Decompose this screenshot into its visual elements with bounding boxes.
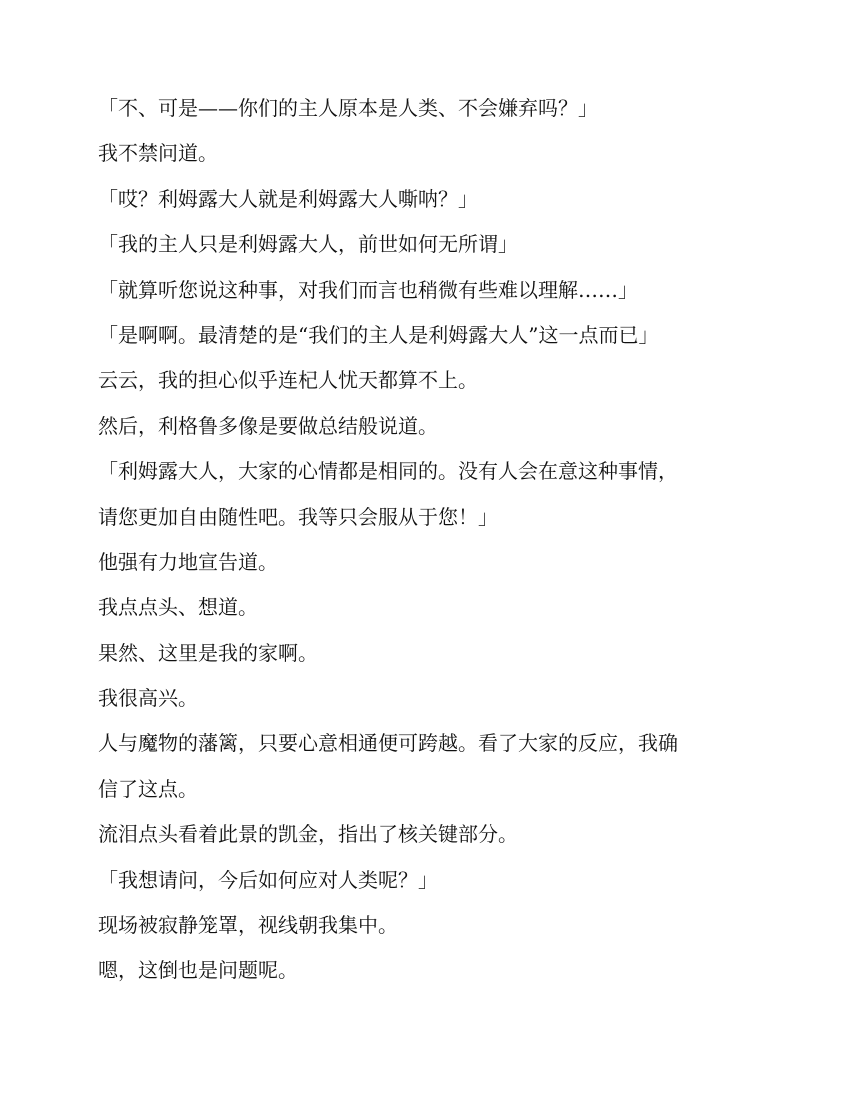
text-line: 云云，我的担心似乎连杞人忧天都算不上。 — [98, 368, 478, 393]
text-line: 我很高兴。 — [98, 686, 198, 711]
text-line: 流泪点头看着此景的凯金，指出了核关键部分。 — [98, 822, 518, 847]
text-line: 「不、可是——你们的主人原本是人类、不会嫌弃吗？」 — [98, 96, 598, 120]
document-body — [98, 86, 738, 994]
text-line: 「是啊啊。最清楚的是“我们的主人是利姆露大人”这一点而已」 — [98, 322, 659, 347]
text-line: 我不禁问道。 — [98, 141, 218, 166]
text-line: 「哎？利姆露大人就是利姆露大人嘶呐？」 — [98, 186, 478, 211]
text-line: 嗯，这倒也是问题呢。 — [98, 958, 298, 983]
text-line: 信了这点。 — [98, 776, 198, 801]
text-line: 他强有力地宣告道。 — [98, 549, 278, 574]
text-line: 果然、这里是我的家啊。 — [98, 640, 318, 665]
text-line: 人与魔物的藩篱，只要心意相通便可跨越。看了大家的反应，我确 — [98, 731, 678, 756]
text-line: 「我想请问，今后如何应对人类呢？」 — [98, 867, 438, 892]
text-line: 我点点头、想道。 — [98, 595, 258, 620]
text-line: 现场被寂静笼罩，视线朝我集中。 — [98, 913, 398, 938]
text-line: 「就算听您说这种事，对我们而言也稍微有些难以理解……」 — [98, 277, 638, 302]
text-line: 然后，利格鲁多像是要做总结般说道。 — [98, 413, 438, 438]
text-line: 请您更加自由随性吧。我等只会服从于您！」 — [98, 504, 498, 529]
text-line: 「利姆露大人，大家的心情都是相同的。没有人会在意这种事情， — [98, 459, 678, 484]
text-line: 「我的主人只是利姆露大人，前世如何无所谓」 — [98, 232, 518, 257]
